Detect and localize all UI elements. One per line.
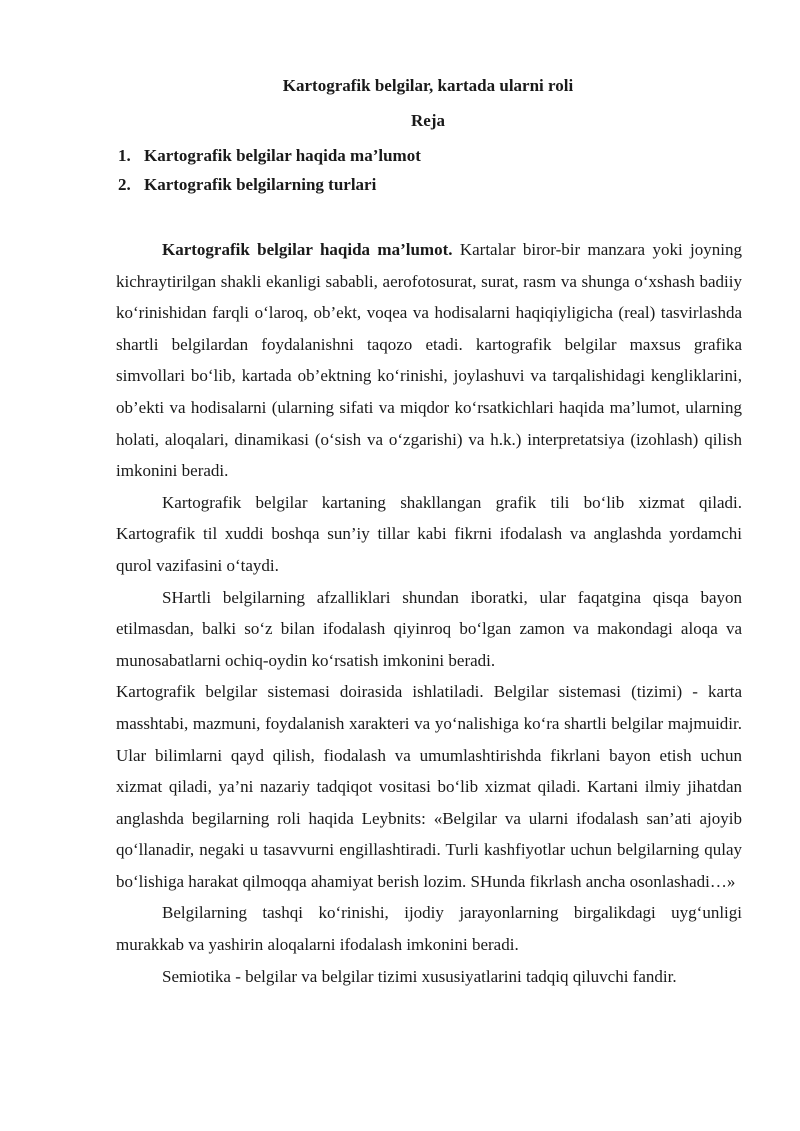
document-body — [116, 234, 742, 992]
plan-heading: Reja — [411, 111, 445, 130]
paragraph-text: Semiotika - belgilar va belgilar tizimi xususiyatlarini tadqiq qiluvchi fandir. — [162, 966, 677, 986]
paragraph — [116, 961, 742, 993]
paragraph-lead: Kartografik belgilar haqida ma’lumot. — [162, 240, 453, 259]
plan-item-text: Kartografik belgilarning turlari — [144, 175, 377, 194]
paragraph — [116, 897, 742, 960]
paragraph-text: SHartli belgilarning afzalliklari shundan iboratki, ular faqatgina qisqa bayon etilmasdan, balki so‘z bilan ifodalash qiyinroq bo‘lgan zamon va makondagi aloqa va munosabatlarni ochiq-oydin ko‘rsatish imkonini beradi. — [116, 587, 742, 670]
paragraph-text: Kartografik belgilar sistemasi doirasida ishlatiladi. Belgilar sistemasi (tizimi) - karta masshtabi, mazmuni, foydalanish xarakteri va yo‘nalishiga ko‘ra shartli belgilar majmuidir. Ular bilimlarni qayd qilish, fiodalash va umumlashtirishda fikrlani bayon etish uchun xizmat qiladi, ya’ni nazariy tadqiqot vositasi bo‘lib xizmat qiladi. Kartani ilmiy jihatdan anglashda begilarning roli haqida Leybnits: «Belgilar va ularni ifodalash san’ati ajoyib qo‘llanadir, negaki u tasavvurni engillashtiradi. Turli kashfiyotlar uchun belgilarning qulay bo‘lishiga harakat qilmoqqa ahamiyat berish lozim. SHunda fikrlash ancha osonlashadi…» — [116, 682, 742, 891]
plan-item-text: Kartografik belgilar haqida ma’lumot — [144, 146, 421, 165]
paragraph — [116, 582, 742, 677]
document-title: Kartografik belgilar, kartada ularni roli — [282, 76, 574, 95]
plan-item-number: 2. — [118, 175, 131, 194]
paragraph-text: Kartografik belgilar kartaning shakllangan grafik tili bo‘lib xizmat qiladi. Kartografik til xuddi boshqa sun’iy tillar kabi fikrni ifodalash va anglashda yordamchi qurol vazifasini o‘taydi. — [116, 492, 742, 575]
paragraph-text: Kartalar biror-bir manzara yoki joyning kichraytirilgan shakli ekanligi sababli, aerofotosurat, surat, rasm va shunga o‘xshash badiiy ko‘rinishidan farqli o‘laroq, ob’ekt, voqea va hodisalarni haqiqiyligicha (real) tasvirlashda shartli belgilardan foydalanishni taqozo etadi. kartografik belgilar maxsus grafika simvollari bo‘lib, kartada ob’ektning ko‘rinishi, joylashuvi va tarqalishidagi kengliklarini, ob’ekti va hodisalarni (ularning sifati va miqdor ko‘rsatkichlari haqida ma’lumot, ularning holati, aloqalari, dinamikasi (o‘sish va o‘zgarishi) va h.k.) interpretatsiya (izohlash) qilish imkonini beradi. — [116, 240, 742, 481]
paragraph — [116, 676, 742, 897]
paragraph — [116, 487, 742, 582]
plan-item-number: 1. — [118, 146, 131, 165]
plan-item — [118, 141, 421, 170]
plan-list — [118, 141, 421, 199]
paragraph — [116, 234, 742, 487]
plan-item — [118, 170, 421, 199]
paragraph-text: Belgilarning tashqi ko‘rinishi, ijodiy jarayonlarning birgalikdagi uyg‘unligi murakkab va yashirin aloqalarni ifodalash imkonini beradi. — [116, 903, 742, 955]
